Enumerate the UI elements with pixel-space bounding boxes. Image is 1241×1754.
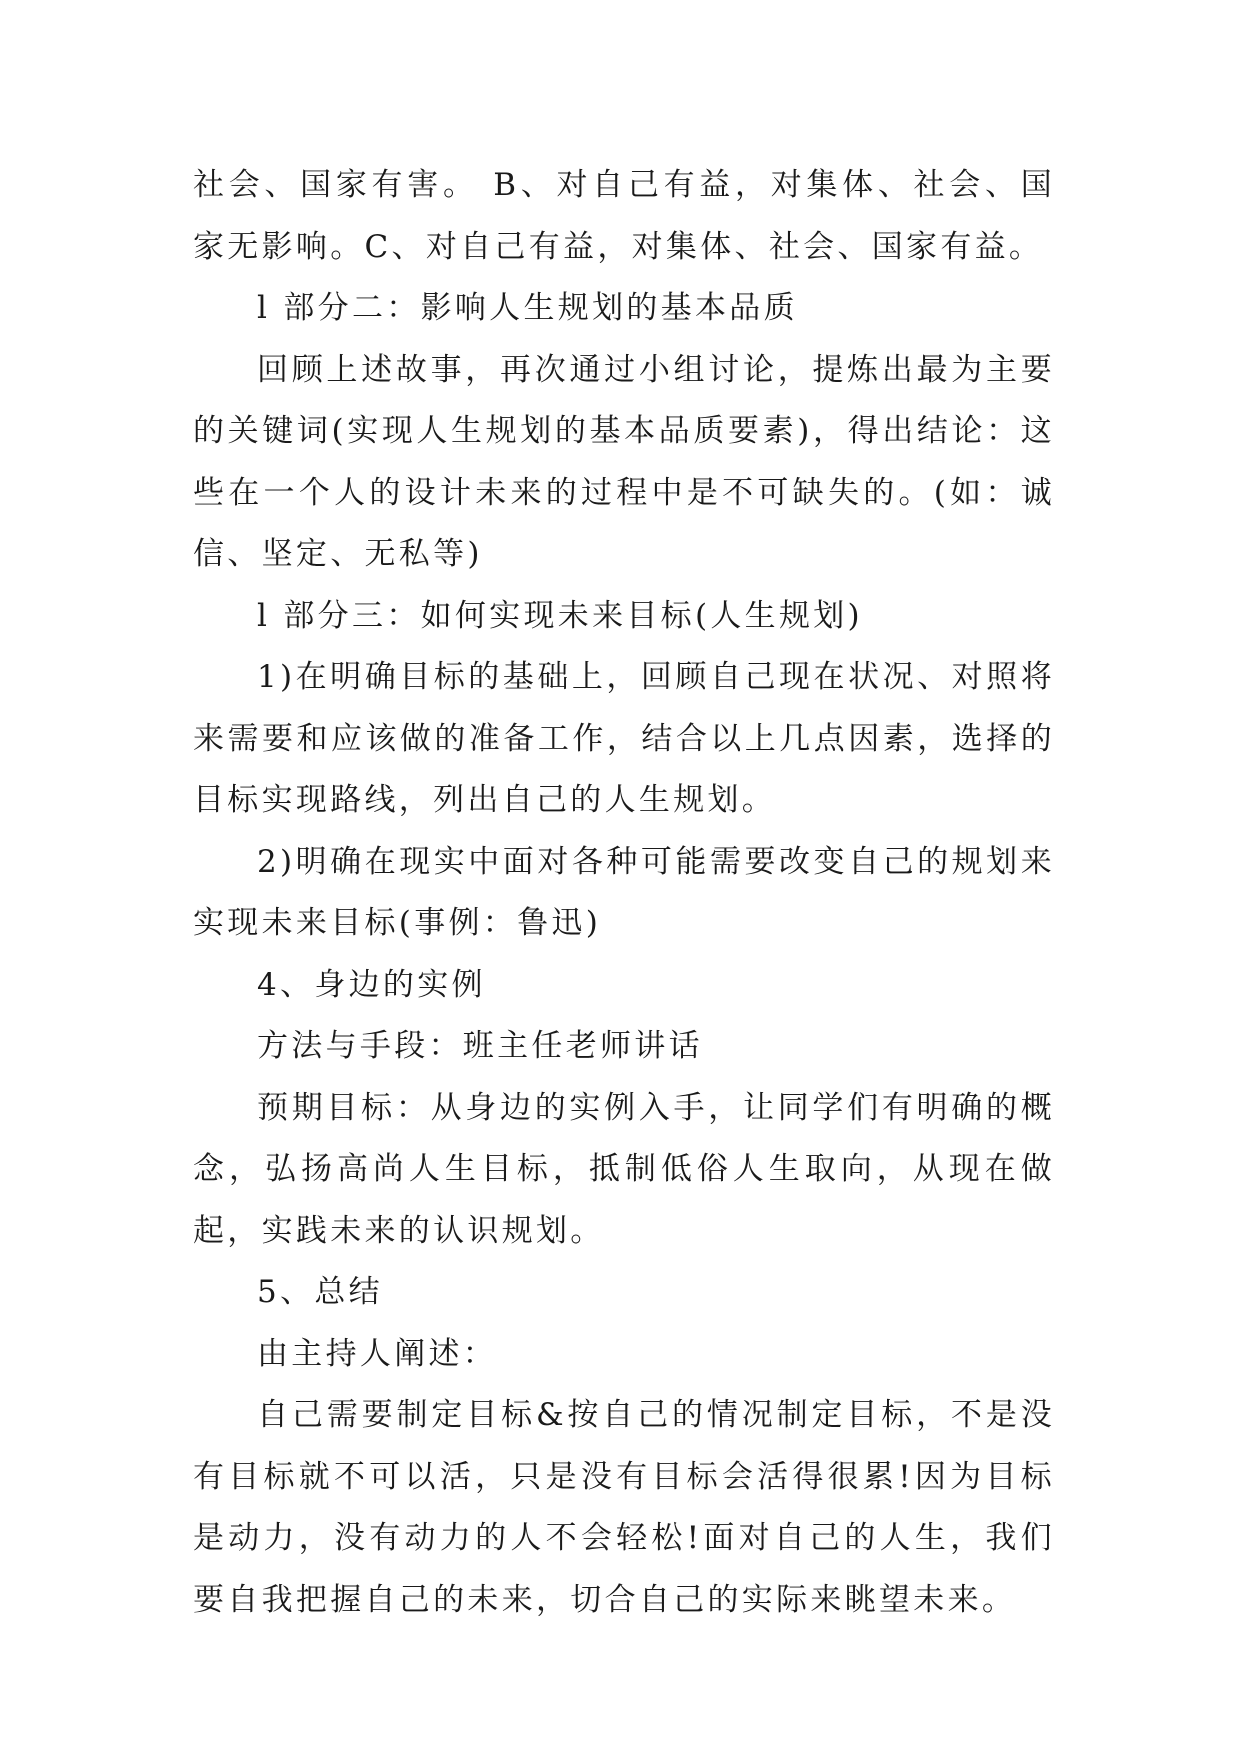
section-heading-examples: 4、身边的实例: [257, 966, 486, 1003]
paragraph-conclusion: 自己需要制定目标&按自己的情况制定目标，不是没有目标就不可以活，只是没有目标会活得很累!因为目标是动力，没有动力的人不会轻松!面对自己的人生，我们要自我把握自己的未来，切合自己的实际来眺望未来。: [193, 1397, 1055, 1618]
list-item-step-1: 1)在明确目标的基础上，回顾自己现在状况、对照将来需要和应该做的准备工作，结合以上几点因素，选择的目标实现路线，列出自己的人生规划。: [193, 659, 1055, 818]
paragraph-host-intro: 由主持人阐述：: [257, 1335, 498, 1372]
paragraph-method: 方法与手段：班主任老师讲话: [257, 1028, 703, 1064]
paragraph-continuation: 社会、国家有害。 B、对自己有益，对集体、社会、国家无影响。C、对自己有益，对集体、社会、国家有益。: [193, 167, 1055, 265]
list-item-step-2: 2)明确在现实中面对各种可能需要改变自己的规划来实现未来目标(事例：鲁迅): [193, 843, 1055, 941]
paragraph-review-story: 回顾上述故事，再次通过小组讨论，提炼出最为主要的关键词(实现人生规划的基本品质要素)，得出结论：这些在一个人的设计未来的过程中是不可缺失的。(如：诚信、坚定、无私等): [193, 351, 1055, 572]
section-heading-summary: 5、总结: [257, 1274, 383, 1310]
section-heading-part-two: l 部分二：影响人生规划的基本品质: [257, 290, 798, 326]
document-body: [193, 155, 1055, 1631]
section-heading-part-three: l 部分三：如何实现未来目标(人生规划): [257, 597, 863, 634]
paragraph-expected-goal: 预期目标：从身边的实例入手，让同学们有明确的概念，弘扬高尚人生目标，抵制低俗人生取向，从现在做起，实践未来的认识规划。: [193, 1089, 1055, 1249]
